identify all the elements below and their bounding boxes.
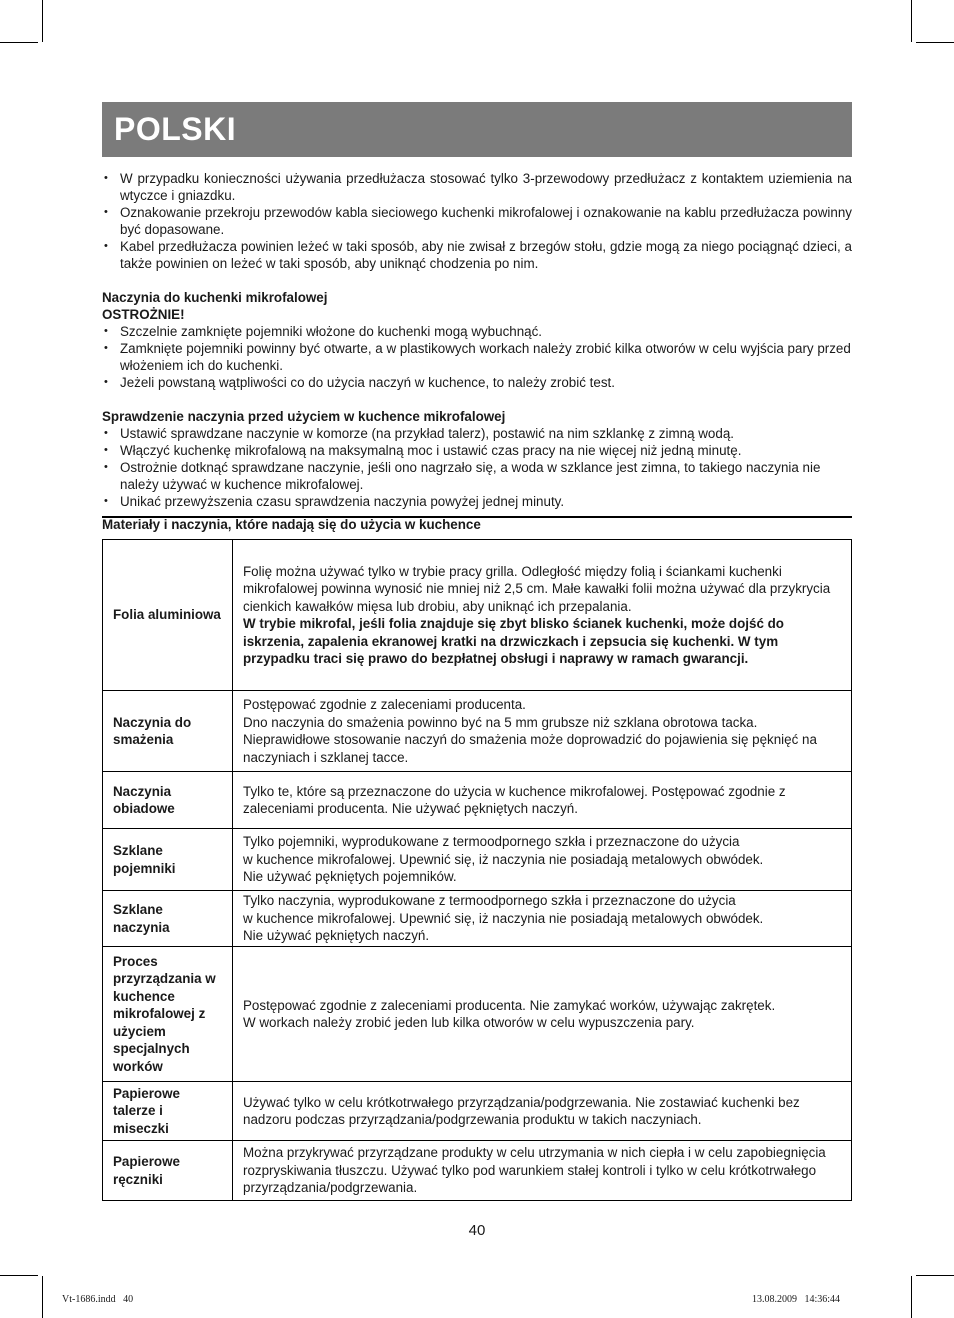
page-number: 40 [468, 1222, 486, 1239]
crop-mark [42, 0, 43, 42]
row-warning: W trybie mikrofal, jeśli folia znajduje się zbyt blisko ścianek kuchenki, może dojść do iskrzenia, zapalenia ekranowej kratki na drzwiczkach i zepsucia się kuchenki. W tym przypadku traci się prawo do bezpłatnej obsługi i naprawy w ramach gwarancji. [243, 616, 784, 666]
list-item: • Zamknięte pojemniki powinny być otwarte, a w plastikowych workach należy zrobić kilka otworów w celu wyjścia pary przed włożeniem ich do kuchenki. [102, 340, 852, 374]
table-row [103, 829, 852, 891]
row-label: Naczynia do smażenia [103, 691, 233, 772]
list-item: • Ustawić sprawdzane naczynie w komorze (na przykład talerz), postawić na nim szklankę z zimną wodą. [102, 425, 852, 442]
crop-mark [0, 1275, 38, 1276]
crop-mark [0, 42, 38, 43]
row-description [233, 540, 852, 691]
table-row [103, 1082, 852, 1141]
table-row [103, 691, 852, 772]
list-item: • Oznakowanie przekroju przewodów kabla sieciowego kuchenki mikrofalowej i oznakowanie na kablu przedłużacza powinny być dopasowane. [102, 204, 852, 238]
page-title: POLSKI [114, 111, 237, 147]
row-text: Folię można używać tylko w trybie pracy grilla. Odległość między folią i ściankami kuchenki mikrofalowej powinna wynosić nie mniej niż 2,5 cm. Małe kawałki folii można używać dla przykrycia cienkich kawałków mięsa lub drobiu, aby uniknąć ich przepalania. [243, 563, 831, 614]
table-caption: Materiały i naczynia, które nadają się do użycia w kuchence [102, 517, 481, 532]
row-description: Postępować zgodnie z zaleceniami producenta. Dno naczynia do smażenia powinno być na 5 mm grubsze niż szklana obrotowa tacka. Nieprawidłowe stosowanie naczyń do smażenia może doprowadzić do pojawienia się pęknięć na naczyniach i szklanej tacce. [233, 691, 852, 772]
crop-mark [911, 1276, 912, 1318]
intro-list [102, 170, 852, 272]
row-description: Tylko te, które są przeznaczone do użycia w kuchence mikrofalowej. Postępować zgodnie z zaleceniami producenta. Nie używać pękniętych naczyń. [233, 772, 852, 829]
table-row [103, 947, 852, 1082]
crop-mark [916, 1275, 954, 1276]
list-item: • Kabel przedłużacza powinien leżeć w taki sposób, aby nie zwisał z brzegów stołu, gdzie mogą za niego pociągnąć dzieci, a także powinien on leżeć w taki sposób, aby uniknąć chodzenia po nim. [102, 238, 852, 272]
row-label: Szklane naczynia [103, 891, 233, 947]
table-row [103, 891, 852, 947]
row-description: Tylko naczynia, wyprodukowane z termoodpornego szkła i przeznaczone do użycia w kuchence mikrofalowej. Upewnić się, iż naczynia nie posiadają metalowych obwódek. Nie używać pękniętych naczyń. [233, 891, 852, 947]
materials-table [102, 539, 852, 1201]
row-description: Tylko pojemniki, wyprodukowane z termoodpornego szkła i przeznaczone do użycia w kuchence mikrofalowej. Upewnić się, iż naczynia nie posiadają metalowych obwódek. Nie używać pękniętych pojemników. [233, 829, 852, 891]
table-row [103, 1141, 852, 1201]
row-description: Postępować zgodnie z zaleceniami producenta. Nie zamykać worków, używając zakrętek. W workach należy zrobić jeden lub kilka otworów w celu wypuszczenia pary. [233, 947, 852, 1082]
row-description: Można przykrywać przyrządzane produkty w celu utrzymania w nich ciepła i w celu zapobiegnięcia rozpryskiwania tłuszczu. Używać tylko pod warunkiem stałej kontroli i tylko w celu krótkotrwałego przyrządzania/podgrzewania. [233, 1141, 852, 1201]
list-item: • Unikać przewyższenia czasu sprawdzenia naczynia powyżej jednej minuty. [102, 493, 852, 510]
table-row [103, 772, 852, 829]
row-label: Proces przyrządzania w kuchence mikrofalowej z użyciem specjalnych worków [103, 947, 233, 1082]
dishes-list [102, 323, 852, 391]
list-item: • Jeżeli powstaną wątpliwości co do użycia naczyń w kuchence, to należy zrobić test. [102, 374, 852, 391]
check-list [102, 425, 852, 510]
list-item: • Ostrożnie dotknąć sprawdzane naczynie, jeśli ono nagrzało się, a woda w szklance jest zimna, to takiego naczynia nie należy używać w kuchence mikrofalowej. [102, 459, 852, 493]
row-description: Używać tylko w celu krótkotrwałego przyrządzania/podgrzewania. Nie zostawiać kuchenki bez nadzoru podczas przyrządzania/podgrzewania produktu w takich naczyniach. [233, 1082, 852, 1141]
list-item: • Szczelnie zamknięte pojemniki włożone do kuchenki mogą wybuchnąć. [102, 323, 852, 340]
row-label: Naczynia obiadowe [103, 772, 233, 829]
list-item: • W przypadku konieczności używania przedłużacza stosować tylko 3-przewodowy przedłużacz z kontaktem uziemienia na wtyczce i gniazdku. [102, 170, 852, 204]
main-content [102, 170, 852, 510]
table-row [103, 540, 852, 691]
crop-mark [916, 42, 954, 43]
file-info: Vt-1686.indd 40 [62, 1294, 134, 1305]
row-label: Folia aluminiowa [103, 540, 233, 691]
section-title: Sprawdzenie naczynia przed użyciem w kuchence mikrofalowej [102, 409, 506, 424]
crop-mark [42, 1276, 43, 1318]
section-title: Naczynia do kuchenki mikrofalowej [102, 290, 328, 305]
language-header [102, 102, 852, 157]
row-label: Szklane pojemniki [103, 829, 233, 891]
row-label: Papierowe talerze i miseczki [103, 1082, 233, 1141]
list-item: • Włączyć kuchenkę mikrofalową na maksymalną moc i ustawić czas pracy na nie więcej niż jedną minutę. [102, 442, 852, 459]
row-label: Papierowe ręczniki [103, 1141, 233, 1201]
caution-label: OSTROŻNIE! [102, 307, 185, 322]
print-timestamp: 13.08.2009 14:36:44 [752, 1294, 841, 1305]
crop-mark [911, 0, 912, 42]
